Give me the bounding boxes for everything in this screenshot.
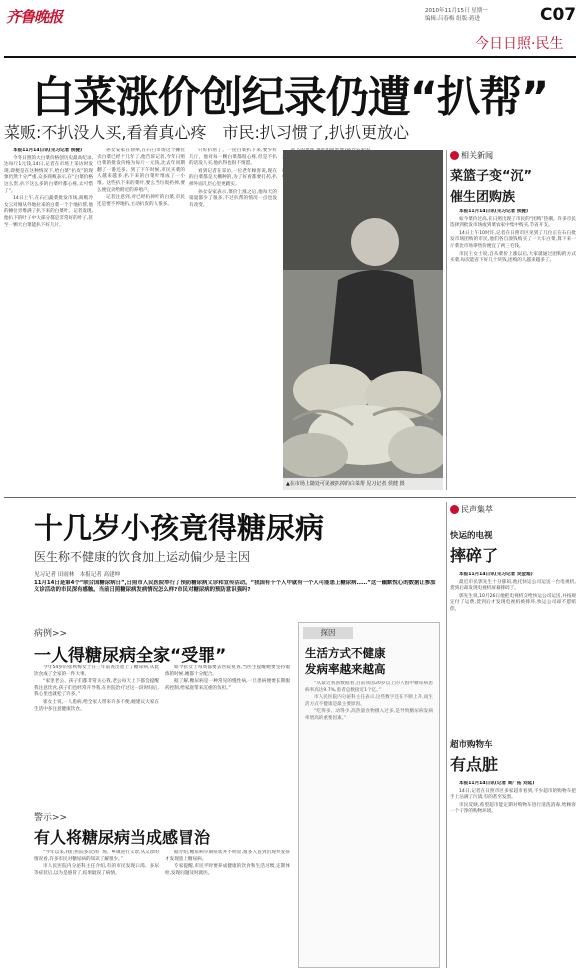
related-news-title-line2: 催生团购族 bbox=[450, 190, 516, 205]
related-news-body bbox=[450, 209, 576, 499]
paragraph: 14日上午,在石臼蔬菜批发市场,商贩冷女云对刚从外地拉来的白菜一个个地扒帮,他的摊位旁堆满了扒下来的白菜叶。记者发现,他扒下的叶子中大部分都是非常好的叶子,甚至一颗大白菜能扒下好几片。 bbox=[4, 196, 93, 228]
photo-illustration bbox=[283, 150, 443, 490]
paragraph: 据介绍,糖尿病早期症状并不明显,很多人直到出现并发症才发现患上糖尿病。 bbox=[165, 850, 290, 862]
tag-label: 民声集萃 bbox=[461, 505, 493, 514]
item2-body bbox=[450, 781, 576, 921]
paragraph: 如今菜价过高,在日照出现了市民的“团购”热潮。许多市民选择到批发市场或到菜农家中集中购买,节省开支。 bbox=[450, 216, 576, 229]
case-col-2 bbox=[165, 665, 290, 797]
feature-subhead: 医生称不健康的饮食加上运动偏少是主因 bbox=[34, 550, 251, 564]
paragraph: 记者注意到,对已经扒掉叶的白菜,市民还是要不停地扒,主动扒皮的人很多。 bbox=[97, 195, 185, 207]
editor-line: 编辑:吕春梅 组版:蒋进 bbox=[425, 16, 480, 22]
paragraph: 市人民医院内分泌科主任介绍,有的市民发现口渴、多尿等症状后,以为是感冒了,结果耽误了病情。 bbox=[34, 864, 159, 876]
related-news-box bbox=[450, 150, 576, 490]
paragraph: 市人民医院内分泌科主任表示,这些数字还在不断上升,而生活方式不健康是最主要原因。 bbox=[305, 695, 433, 707]
paragraph: “今年以来,我们医院多次到广场、乡镇进行义诊,从义诊的情况看,许多市民对糖尿病的知识了解很少。” bbox=[34, 850, 159, 862]
masthead bbox=[0, 0, 580, 58]
paragraph: 孙女安家表示,菜价上涨之后,他每天的销量都少了很多,不过扒帮的情况一点也没有改变。 bbox=[189, 189, 277, 208]
cause-title-line1: 生活方式不健康 bbox=[305, 646, 386, 660]
paragraph: “从最近我国数据看,目前我国20岁以上的人群中糖尿病患病率高达9.7%,患者总数接近1个亿。” bbox=[305, 681, 433, 693]
item1-body bbox=[450, 572, 576, 722]
page-number: C07 bbox=[540, 5, 577, 25]
date-line: 2010年11月15日 星期一 bbox=[425, 8, 488, 14]
paragraph: 最近市民郭先生十分郁闷,他托快运公司运送一台电视机,货到后却发现电视机屏幕摔碎了。 bbox=[450, 579, 576, 592]
item2-title: 有点脏 bbox=[450, 755, 499, 774]
byline: 本报11月14日讯(见习记者 吴金超) bbox=[459, 572, 533, 577]
cause-title-line2: 发病率越来越高 bbox=[305, 662, 386, 676]
feature-headline: 十几岁小孩竟得糖尿病 bbox=[34, 511, 325, 545]
paragraph: 今冬日照的大白菜价格创历史最高纪录,达每斤1元钱,14日,记者在市场上采访时发现,即便是在这种情况下,给白菜“扒皮”的现象仍然十分严重,众多商贩表示,在“白菜价格这么贵,扒下这么多的白菜叶都心疼,太可惜了”。 bbox=[4, 155, 93, 194]
masthead-rule bbox=[4, 56, 576, 58]
tag-label: 相关新闻 bbox=[461, 151, 493, 160]
photo-caption: ▲在市场上随处可见被扒掉的白菜帮 见习记者 侯健 摄 bbox=[283, 478, 443, 490]
item2-kicker: 超市购物车 bbox=[450, 740, 493, 750]
paragraph: 看到记者在采访,一位老年顾客说,现在的白菜都是大棚种的,为了好看都要打药,扒掉外面几层心里更踏实。 bbox=[189, 168, 277, 187]
paragraph: “吃得多、动得少,高热量食物摄入过多,是导致糖尿病发病率增高的重要因素。” bbox=[305, 709, 433, 721]
warning-col-1 bbox=[34, 850, 159, 970]
lead-subhead: 菜贩:不扒没人买,看着真心疼 市民:扒习惯了,扒扒更放心 bbox=[4, 123, 409, 142]
lead-col-3 bbox=[189, 148, 277, 493]
feature-intro: 11月14日是第4个“联合国糖尿病日”,日照市人民医院举行了预防糖尿病义诊和宣传活动。“我国有十个人中就有一个人可能患上糖尿病……”这一幽默悦心的数据让参加义诊活动的市民深有感触。当前日照糖尿病发病情况怎么样?市民对糖尿病的预防意识强吗? bbox=[34, 580, 436, 594]
paragraph: “家里老公、孩子们都非常关心我,老公每天上下都会提醒我注意饮食,孩子们也经常开导我,在医院治疗过这一段时间后,我心里也就松了许多。” bbox=[34, 679, 159, 698]
item1-kicker: 快运的电视 bbox=[450, 531, 493, 541]
lead-col-2 bbox=[97, 148, 185, 493]
lead-byline: 本报11月14日讯(见习记者 侯健) bbox=[13, 148, 83, 153]
column-divider bbox=[446, 502, 447, 968]
paragraph: 如今崔女士每周都要去医院复查,当医生提醒她要坚持锻炼的时候,她都十分配合。 bbox=[165, 665, 290, 677]
warning-label: 警示>> bbox=[34, 813, 68, 823]
item1-title: 摔碎了 bbox=[450, 546, 499, 565]
cause-sidebar bbox=[298, 622, 440, 968]
warning-col-2 bbox=[165, 850, 290, 970]
column-divider bbox=[446, 150, 447, 490]
cause-tag bbox=[303, 627, 353, 639]
paragraph: 市民反映,希望超市能定期对购物车进行清洗消毒,给顾客一个干净的购物环境。 bbox=[450, 802, 576, 815]
related-news-tag bbox=[450, 150, 576, 161]
paragraph: 今年54岁的崔秋梅女士在三年前查出患上了糖尿病,从此饮食成了全家的一件大事。 bbox=[34, 665, 159, 677]
paragraph: 孙女安家在徐州,在石臼市场这个摊位卖白菜已经十几年了,他告诉记者,今年日照白菜的批发价格为每斤一元钱,比去年同期翻了一番还多。到了下午时候,市民买菜的人越来越多,扒下来的白菜叶堆成了一小堆。这些扒下来的菜叶,要么当垃圾扔掉,要么便宜卖给附近的养殖户。 bbox=[97, 148, 185, 193]
paragraph: 专家提醒,市民平时要养成健康的饮食和生活习惯,定期体检,发现问题及时就医。 bbox=[165, 864, 290, 876]
paragraph: 14日,记者在日照市区多家超市看到,不少超市的购物车把手上沾满了污渍,有的甚至发黑。 bbox=[450, 788, 576, 801]
lead-col-1 bbox=[4, 148, 93, 493]
cause-body bbox=[305, 681, 433, 963]
public-voice-box bbox=[450, 504, 576, 970]
bullet-circle-icon bbox=[450, 151, 459, 160]
public-voice-tag bbox=[450, 504, 576, 515]
section-rule bbox=[4, 497, 576, 498]
paragraph: 14日上午10时许,记者在日照市区见到了几位正在石臼批发市场团购的市民,他们各自凑钱购买了一大车白菜,算下来一斤菜比市场零售价便宜了两三毛钱。 bbox=[450, 230, 576, 249]
section-name: 今日日照·民生 bbox=[475, 36, 564, 52]
case-title: 一人得糖尿病全家“受罪” bbox=[34, 646, 227, 666]
paragraph: 崔女士说,一人患病,给全家人带来许多不便,她建议大家在生活中多注意健康饮食。 bbox=[34, 699, 159, 712]
feature-bylines: 见习记者 田雨林 本报记者 高建坤 bbox=[34, 572, 120, 578]
lead-headline: 白菜涨价创纪录仍遭“扒帮” bbox=[31, 73, 549, 123]
cabbage-market-photo bbox=[283, 150, 443, 490]
paragraph: 只好扒帮了。一筐白菜扒下来,要少好几斤。他对每一颗白菜都很心疼,但是不扒的话没人买,他扒得也很不情愿。 bbox=[189, 148, 277, 167]
paragraph: 据了解,糖尿病是一种常见的慢性病,一旦患病便要长期服药控制,给家庭带来沉重的负担。” bbox=[165, 679, 290, 691]
tag-label: 探因 bbox=[320, 628, 336, 637]
paragraph: 郭先生说,10月26日他把电视机交给快运公司运送,并按规定付了运费,货到后才发现电视机被摔坏,快运公司却不愿赔偿。 bbox=[450, 593, 576, 612]
byline: 本报11月14日讯(记者 周广拓 刘延) bbox=[459, 781, 535, 786]
warning-title: 有人将糖尿病当成感冒治 bbox=[34, 828, 211, 847]
newspaper-logo: 齐鲁晚报 bbox=[6, 8, 63, 26]
bullet-circle-icon bbox=[450, 505, 459, 514]
paragraph: 市民王女士说,自从菜价上涨以后,大家就通过团购的方式买菜,每次能省下好几十块钱,团购的人越来越多了。 bbox=[450, 251, 576, 264]
related-news-title-line1: 菜篮子变“沉” bbox=[450, 169, 533, 184]
case-label: 病例>> bbox=[34, 629, 68, 639]
byline: 本报11月14日讯(见习记者 侯健) bbox=[459, 209, 529, 214]
case-col-1 bbox=[34, 665, 159, 797]
